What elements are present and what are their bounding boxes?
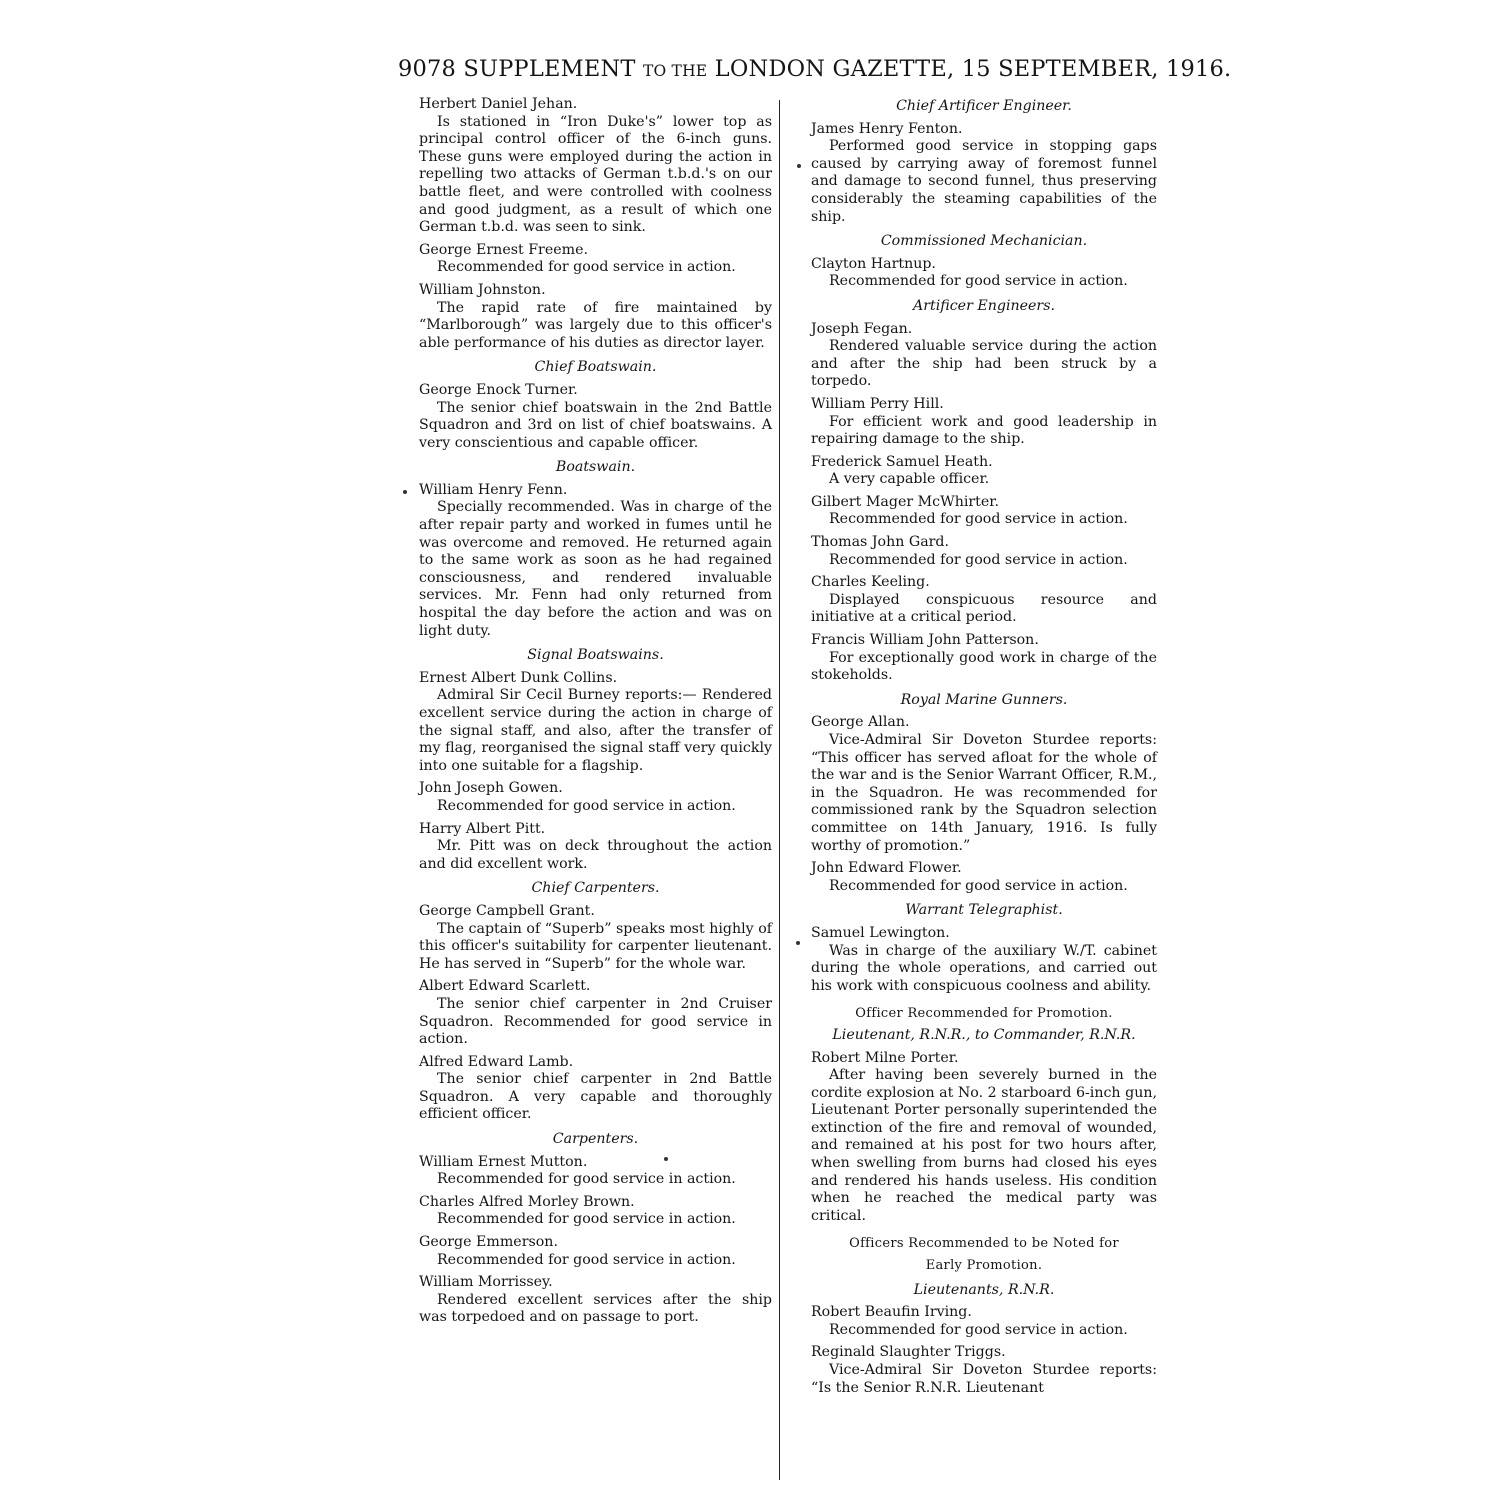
entry-collins bbox=[419, 670, 772, 776]
entry-text: Recommended for good service in action. bbox=[829, 877, 1128, 894]
entry-fenton bbox=[811, 121, 1157, 227]
section-heading-officer-recommended-for-promotion: Officer Recommended for Promotion. bbox=[855, 1006, 1113, 1022]
page-number: 9078 bbox=[398, 56, 457, 82]
entry-name: George Ernest Freeme. bbox=[419, 241, 588, 258]
sub-heading-lieutenant-to-commander: Lieutenant, R.N.R., to Commander, R.N.R. bbox=[832, 1026, 1136, 1043]
entry-name: Charles Alfred Morley Brown. bbox=[419, 1193, 635, 1210]
entry-grant bbox=[419, 903, 772, 973]
entry-text: Rendered valuable service during the action and after the ship had been struck by a torpedo. bbox=[811, 338, 1157, 390]
entry-text: Recommended for good service in action. bbox=[829, 551, 1128, 568]
entry-heath bbox=[811, 454, 1157, 489]
entry-freeme bbox=[419, 242, 772, 277]
section-heading-artificer-engineers: Artificer Engineers. bbox=[913, 297, 1055, 314]
scan-speck bbox=[403, 490, 407, 494]
entry-morrissey bbox=[419, 1274, 772, 1327]
entry-flower bbox=[811, 860, 1157, 895]
section-heading-chief-boatswain: Chief Boatswain. bbox=[534, 359, 657, 376]
entry-text: The senior chief boatswain in the 2nd Battle Squadron and 3rd on list of chief boatswains. A very conscientious and capable officer. bbox=[419, 399, 772, 451]
entry-patterson bbox=[811, 632, 1157, 685]
entry-name: John Edward Flower. bbox=[811, 860, 962, 877]
section-heading-chief-artificer-engineer: Chief Artificer Engineer. bbox=[896, 98, 1072, 114]
entry-name: Albert Edward Scarlett. bbox=[419, 978, 591, 995]
entry-text: The senior chief carpenter in 2nd Cruiser Squadron. Recommended for good service in action. bbox=[419, 995, 772, 1048]
entry-name: Francis William John Patterson. bbox=[811, 632, 1039, 649]
entry-mutton bbox=[419, 1154, 772, 1189]
right-column bbox=[811, 96, 1157, 1402]
entry-name: Robert Beaufin Irving. bbox=[811, 1304, 972, 1321]
entry-name: Samuel Lewington. bbox=[811, 924, 950, 941]
left-column bbox=[419, 96, 772, 1332]
entry-name: Reginald Slaughter Triggs. bbox=[811, 1344, 1006, 1361]
entry-text: Recommended for good service in action. bbox=[437, 259, 736, 276]
entry-text: Admiral Sir Cecil Burney reports:— Rendered excellent service during the action in charge of the signal staff, and also, after the transfer of my flag, reorganised the signal staff very quickly into one suitable for a flagship. bbox=[419, 687, 772, 774]
scan-speck bbox=[796, 941, 800, 945]
entry-text: Displayed conspicuous resource and initiative at a critical period. bbox=[811, 591, 1157, 626]
section-heading-boatswain: Boatswain. bbox=[555, 459, 636, 476]
entry-text: Recommended for good service in action. bbox=[437, 1171, 736, 1188]
entry-text: Recommended for good service in action. bbox=[829, 273, 1128, 290]
section-heading-warrant-telegraphist: Warrant Telegraphist. bbox=[905, 902, 1063, 919]
entry-name: George Emmerson. bbox=[419, 1234, 558, 1251]
entry-text: Recommended for good service in action. bbox=[437, 797, 736, 814]
entry-name: Gilbert Mager McWhirter. bbox=[811, 493, 999, 510]
entry-text: The captain of “Superb” speaks most highly of this officer's suitability for carpenter lieutenant. He has served in “Superb” for the whole war. bbox=[419, 920, 772, 972]
entry-lewington bbox=[811, 925, 1157, 995]
entry-text: The rapid rate of fire maintained by “Marlborough” was largely due to this officer's able performance of his duties as director layer. bbox=[419, 299, 772, 351]
entry-text: Vice-Admiral Sir Doveton Sturdee reports: “This officer has served afloat for the whole of the war and is the Senior Warrant Officer, R.M., in the Squadron. He was recommended for commissioned rank by the Squadron selection committee on 14th January, 1916. Is fully worthy of promotion.” bbox=[811, 732, 1157, 854]
scan-speck bbox=[664, 1157, 668, 1161]
section-heading-signal-boatswains: Signal Boatswains. bbox=[527, 647, 664, 664]
entry-name: Joseph Fegan. bbox=[811, 320, 913, 337]
entry-name: George Allan. bbox=[811, 714, 910, 731]
entry-triggs bbox=[811, 1344, 1157, 1397]
entry-text: After having been severely burned in the cordite explosion at No. 2 starboard 6-inch gun, Lieutenant Porter personally superintended the extinction of the fire and removal of wounded, and remained at his post for two hours after, when swelling from burns had closed his eyes and rendered his hands useless. His condition when he reached the medical party was critical. bbox=[811, 1067, 1157, 1224]
entry-name: George Campbell Grant. bbox=[419, 902, 595, 919]
entry-name: William Ernest Mutton. bbox=[419, 1153, 588, 1170]
entry-gowen bbox=[419, 780, 772, 815]
entry-text: Is stationed in “Iron Duke's” lower top as principal control officer of the 6-inch guns. These guns were employed during the action in repelling two attacks of German t.b.d.'s on our battle fleet, and were controlled with coolness and good judgment, as a result of which one German t.b.d. was seen to sink. bbox=[419, 113, 772, 236]
entry-scarlett bbox=[419, 978, 772, 1048]
entry-irving bbox=[811, 1304, 1157, 1339]
page-header bbox=[398, 52, 1232, 86]
entry-text: Recommended for good service in action. bbox=[437, 1251, 736, 1268]
entry-name: Clayton Hartnup. bbox=[811, 255, 936, 272]
entry-fegan bbox=[811, 321, 1157, 391]
entry-text: Performed good service in stopping gaps caused by carrying away of foremost funnel and damage to second funnel, thus preserving considerably the steaming capabilities of the ship. bbox=[811, 138, 1157, 225]
entry-text: Rendered excellent services after the ship was torpedoed and on passage to port. bbox=[419, 1291, 772, 1326]
entry-name: Robert Milne Porter. bbox=[811, 1049, 959, 1066]
header-title-gazette-date: LONDON GAZETTE, 15 SEPTEMBER, 1916. bbox=[714, 56, 1232, 82]
entry-name: Herbert Daniel Jehan. bbox=[419, 96, 578, 112]
entry-text: Vice-Admiral Sir Doveton Sturdee reports: “Is the Senior R.N.R. Lieutenant bbox=[811, 1362, 1157, 1396]
entry-fenn bbox=[419, 482, 772, 640]
section-heading-carpenters: Carpenters. bbox=[552, 1131, 639, 1148]
entry-text: Recommended for good service in action. bbox=[829, 511, 1128, 528]
entry-text: Was in charge of the auxiliary W./T. cabinet during the whole operations, and carried out his work with conspicuous coolness and ability. bbox=[811, 942, 1157, 994]
entry-text: Recommended for good service in action. bbox=[437, 1211, 736, 1228]
section-heading-commissioned-mechanician: Commissioned Mechanician. bbox=[880, 233, 1088, 250]
entry-pitt bbox=[419, 821, 772, 874]
entry-name: Alfred Edward Lamb. bbox=[419, 1053, 574, 1070]
entry-allan bbox=[811, 714, 1157, 855]
entry-emmerson bbox=[419, 1234, 772, 1269]
scan-speck bbox=[797, 164, 801, 168]
section-heading-officers-noted-line-2: Early Promotion. bbox=[925, 1258, 1043, 1274]
entry-name: William Johnston. bbox=[419, 281, 546, 298]
entry-text: For efficient work and good leadership in repairing damage to the ship. bbox=[811, 413, 1157, 448]
entry-mcwhirter bbox=[811, 494, 1157, 529]
header-title-supplement: SUPPLEMENT bbox=[463, 56, 636, 82]
sub-heading-lieutenants-rnr: Lieutenants, R.N.R. bbox=[913, 1281, 1055, 1298]
header-title-to-the: TO THE bbox=[642, 62, 708, 80]
entry-name: Charles Keeling. bbox=[811, 574, 930, 591]
entry-name: James Henry Fenton. bbox=[811, 120, 963, 137]
entry-turner bbox=[419, 382, 772, 452]
entry-name: William Henry Fenn. bbox=[419, 481, 568, 498]
entry-name: Thomas John Gard. bbox=[811, 534, 950, 551]
entry-johnston bbox=[419, 282, 772, 352]
entry-name: William Morrissey. bbox=[419, 1274, 553, 1291]
entry-text: Specially recommended. Was in charge of the after repair party and worked in fumes until he was overcome and removed. He returned again to the same work as soon as he had regained consciousness, and rendered invaluable services. Mr. Fenn had only returned from hospital the day before the action and was on light duty. bbox=[419, 499, 772, 639]
entry-lamb bbox=[419, 1054, 772, 1124]
section-heading-officers-noted-line-1: Officers Recommended to be Noted for bbox=[849, 1236, 1119, 1252]
entry-name: John Joseph Gowen. bbox=[419, 780, 563, 797]
entry-text: A very capable officer. bbox=[829, 471, 990, 488]
entry-keeling bbox=[811, 574, 1157, 627]
entry-jehan bbox=[419, 96, 772, 237]
entry-text: For exceptionally good work in charge of the stokeholds. bbox=[811, 649, 1157, 684]
section-heading-royal-marine-gunners: Royal Marine Gunners. bbox=[900, 691, 1068, 708]
entry-gard bbox=[811, 534, 1157, 569]
entry-name: George Enock Turner. bbox=[419, 381, 578, 398]
entry-hartnup bbox=[811, 256, 1157, 291]
entry-text: Mr. Pitt was on deck throughout the action and did excellent work. bbox=[419, 838, 772, 872]
entry-name: Ernest Albert Dunk Collins. bbox=[419, 669, 618, 686]
entry-name: Harry Albert Pitt. bbox=[419, 820, 546, 837]
entry-text: Recommended for good service in action. bbox=[829, 1321, 1128, 1338]
entry-text: The senior chief carpenter in 2nd Battle Squadron. A very capable and thoroughly efficient officer. bbox=[419, 1071, 772, 1123]
column-divider bbox=[779, 100, 780, 1480]
entry-name: Frederick Samuel Heath. bbox=[811, 453, 993, 470]
entry-porter bbox=[811, 1050, 1157, 1226]
entry-hill bbox=[811, 396, 1157, 449]
entry-name: William Perry Hill. bbox=[811, 395, 944, 412]
section-heading-chief-carpenters: Chief Carpenters. bbox=[531, 880, 660, 897]
entry-brown bbox=[419, 1194, 772, 1229]
